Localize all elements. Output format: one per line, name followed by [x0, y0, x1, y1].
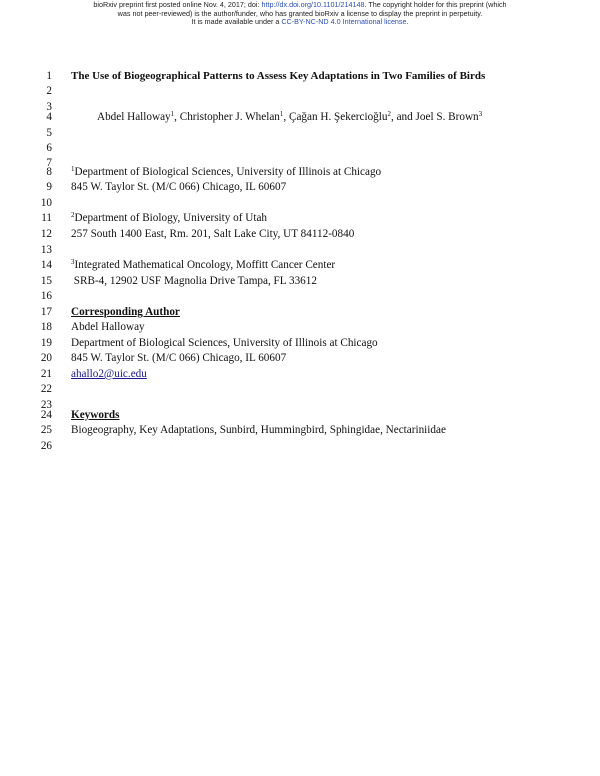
corresponding-author-email-link[interactable]: ahallo2@uic.edu [71, 368, 147, 380]
author-name: Abdel Halloway [97, 111, 171, 123]
line-number-row [0, 142, 600, 155]
corresponding-author-dept: Department of Biological Sciences, University of Illinois at Chicago [71, 337, 378, 349]
line-number: 2 [46, 85, 52, 97]
notice-line-1: bioRxiv preprint first posted online Nov. 4, 2017; doi: http://dx.doi.org/10.1101/214148. The copyright holder for this preprint (which [93, 0, 507, 9]
author-affiliation-mark: 1 [279, 110, 284, 118]
affiliation-2-line-1 [0, 212, 600, 225]
line-number-row [0, 383, 600, 396]
paper-title: The Use of Biogeographical Patterns to Assess Key Adaptations in Two Families of Birds [71, 70, 486, 82]
affiliation-1-line-1 [0, 166, 600, 179]
author-affiliation-mark: 2 [387, 110, 391, 118]
corresponding-name-line [0, 321, 600, 334]
line-number: 26 [40, 440, 52, 452]
line-number: 23 [40, 399, 52, 411]
line-number: 18 [40, 321, 52, 333]
line-number: 6 [46, 142, 52, 154]
line-number: 14 [40, 259, 52, 271]
corresponding-dept-line [0, 337, 600, 350]
corresponding-author-heading: Corresponding Author [71, 306, 180, 318]
notice-line-2: was not peer-reviewed) is the author/funder, who has granted bioRxiv a license to display the preprint in perpetuity. [117, 8, 483, 18]
keywords-list: Biogeography, Key Adaptations, Sunbird, Hummingbird, Sphingidae, Nectariniidae [71, 424, 446, 436]
line-number: 10 [40, 197, 52, 209]
line-number-row [0, 244, 600, 257]
line-number: 21 [40, 368, 52, 380]
affiliation-3-line-1 [0, 259, 600, 272]
line-number-row [0, 290, 600, 303]
keywords-heading-line [0, 409, 600, 422]
affiliation-2-address: 257 South 1400 East, Rm. 201, Salt Lake City, UT 84112-0840 [71, 228, 355, 240]
author-name: Çağan H. Şekercioğlu [288, 111, 388, 123]
keywords-text-line [0, 424, 600, 437]
author-affiliation-mark: 3 [478, 110, 483, 118]
line-number: 9 [46, 181, 52, 193]
affiliation-2-dept: $^2$Department of Biology, University of Utah [71, 211, 268, 224]
affiliation-1-dept: $^1$Department of Biological Sciences, University of Illinois at Chicago [71, 165, 382, 178]
affiliation-1-address: 845 W. Taylor St. (M/C 066) Chicago, IL 60607 [71, 181, 287, 193]
affiliation-3-address: SRB-4, 12902 USF Magnolia Drive Tampa, FL 33612 [71, 275, 317, 287]
doi-link[interactable]: http://dx.doi.org/10.1101/214148 [261, 0, 365, 9]
affiliation-1-line-2 [0, 181, 600, 194]
line-number: 17 [40, 306, 52, 318]
line-number: 7 [46, 157, 52, 169]
line-number: 3 [46, 101, 52, 113]
license-link[interactable]: CC-BY-NC-ND 4.0 International license [281, 17, 407, 27]
line-number-row [0, 127, 600, 140]
line-number: 16 [40, 290, 52, 302]
corresponding-heading-line [0, 306, 600, 319]
corresponding-author-address: 845 W. Taylor St. (M/C 066) Chicago, IL 60607 [71, 352, 287, 364]
corresponding-author-name: Abdel Halloway [71, 321, 145, 333]
author-name: Joel S. Brown [415, 111, 479, 123]
line-number-row [0, 197, 600, 210]
line-number-row [0, 85, 600, 98]
line-number: 19 [40, 337, 52, 349]
authors-line [0, 111, 600, 124]
line-number: 24 [40, 409, 52, 421]
line-number-row [0, 440, 600, 453]
corresponding-address-line [0, 352, 600, 365]
corresponding-email-line [0, 368, 600, 381]
line-number: 20 [40, 352, 52, 364]
line-number: 11 [41, 212, 52, 224]
preprint-notice [0, 1, 600, 27]
affiliation-3-dept: $^3$Integrated Mathematical Oncology, Moffitt Cancer Center [71, 258, 336, 271]
affiliation-2-line-2 [0, 228, 600, 241]
title-line [0, 70, 600, 83]
line-number: 12 [40, 228, 52, 240]
line-number: 22 [40, 383, 52, 395]
author-name: Christopher J. Whelan [179, 111, 280, 123]
author-affiliation-mark: 1 [170, 110, 175, 118]
line-number: 8 [46, 166, 52, 178]
line-number: 1 [46, 70, 52, 82]
line-number: 5 [46, 127, 52, 139]
affiliation-3-line-2 [0, 275, 600, 288]
line-number: 4 [46, 111, 52, 123]
keywords-heading: Keywords [71, 409, 120, 421]
notice-line-3: It is made available under a CC-BY-NC-ND 4.0 International license. [191, 17, 409, 27]
line-number: 25 [40, 424, 52, 436]
line-number: 13 [40, 244, 52, 256]
author-list: Abdel Halloway$^1$, Christopher J. Whelan$^1$, Çağan H. Şekercioğlu$^2$, and Joel S. Brown$^3$ [97, 110, 483, 123]
line-number: 15 [40, 275, 52, 287]
